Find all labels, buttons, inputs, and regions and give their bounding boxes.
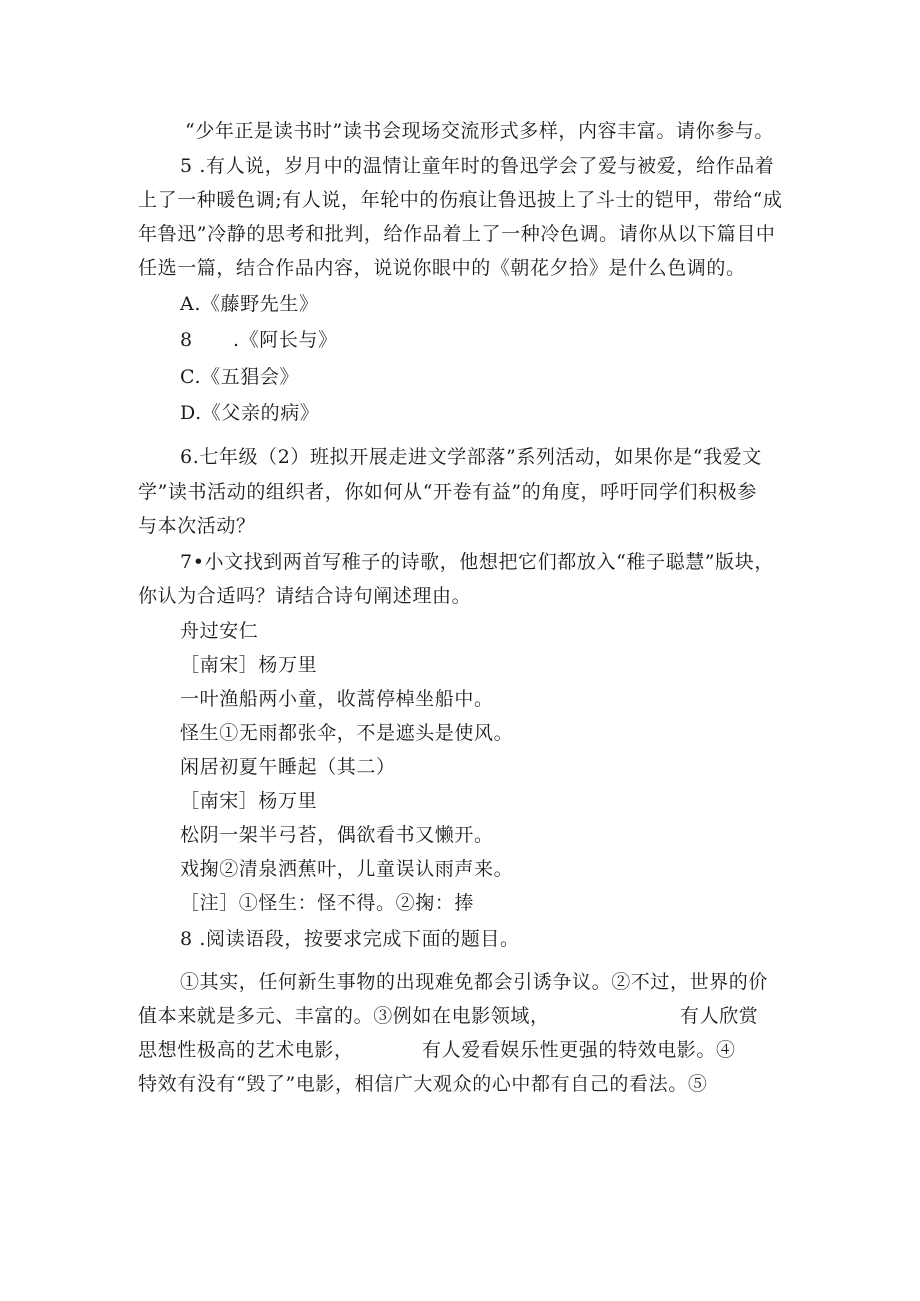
q5-line-3: 年鲁迅”冷静的思考和批判，给作品着上了一种冷色调。请你从以下篇目中: [138, 223, 776, 245]
q5-option-b-number: 8: [180, 329, 193, 351]
poem2-line-1: 松阴一架半弓苔，偶欲看书又懒开。: [180, 824, 494, 846]
q5-line-4: 任选一篇，结合作品内容，说说你眼中的《朝花夕拾》是什么色调的。: [138, 257, 746, 279]
poem2-author: ［南宋］杨万里: [180, 790, 318, 812]
q5-line-1: 5 .有人说，岁月中的温情让童年时的鲁迅学会了爱与被爱，给作品着: [180, 155, 775, 177]
q7-line-2: 你认为合适吗？请结合诗句阐述理由。: [138, 585, 472, 607]
poem-note: ［注］①怪生：怪不得。②掬：捧: [180, 892, 475, 914]
poem1-author: ［南宋］杨万里: [180, 654, 318, 676]
poem2-title: 闲居初夏午睡起（其二）: [180, 756, 396, 778]
q8-passage-line-4: 特效有没有“毁了”电影，相信广大观众的心中都有自己的看法。⑤: [138, 1073, 708, 1095]
q8-passage-line-1: ①其实，任何新生事物的出现难免都会引诱争议。②不过，世界的价: [180, 971, 769, 993]
q6-line-3: 与本次活动？: [138, 515, 256, 537]
q8-heading: 8 .阅读语段，按要求完成下面的题目。: [180, 928, 520, 950]
q5-option-c: C.《五猖会》: [180, 366, 300, 388]
poem1-title: 舟过安仁: [180, 620, 259, 642]
q5-option-d: D.《父亲的病》: [180, 402, 320, 424]
q7-line-1: 7•小文找到两首写稚子的诗歌，他想把它们都放入“稚子聪慧”版块，: [180, 551, 774, 573]
q6-line-2: 学”读书活动的组织者，你如何从“开卷有益”的角度，呼吁同学们积极参: [138, 481, 757, 503]
q5-option-b: .《阿长与》: [233, 329, 338, 351]
q8-passage-line-3b: 有人爱看娱乐性更强的特效电影。④: [422, 1039, 736, 1061]
q5-option-a: A.《藤野先生》: [180, 293, 319, 315]
intro-line: “少年正是读书时”读书会现场交流形式多样，内容丰富。请你参与。: [185, 120, 775, 142]
poem2-line-2: 戏掬②清泉洒蕉叶，儿童误认雨声来。: [180, 858, 514, 880]
q8-passage-line-2b: 有人欣赏: [680, 1005, 759, 1027]
q8-passage-line-3a: 思想性极高的艺术电影，: [138, 1039, 354, 1061]
q5-line-2: 上了一种暖色调;有人说，年轮中的伤痕让鲁迅披上了斗士的铠甲，带给“成: [138, 189, 783, 211]
q8-passage-line-2a: 值本来就是多元、丰富的。③例如在电影领域，: [138, 1005, 550, 1027]
poem1-line-2: 怪生①无雨都张伞，不是遮头是使风。: [180, 722, 514, 744]
q6-line-1: 6.七年级（2）班拟开展走进文学部落”系列活动，如果你是“我爱文: [180, 446, 762, 468]
poem1-line-1: 一叶渔船两小童，收蒿停棹坐船中。: [180, 688, 494, 710]
